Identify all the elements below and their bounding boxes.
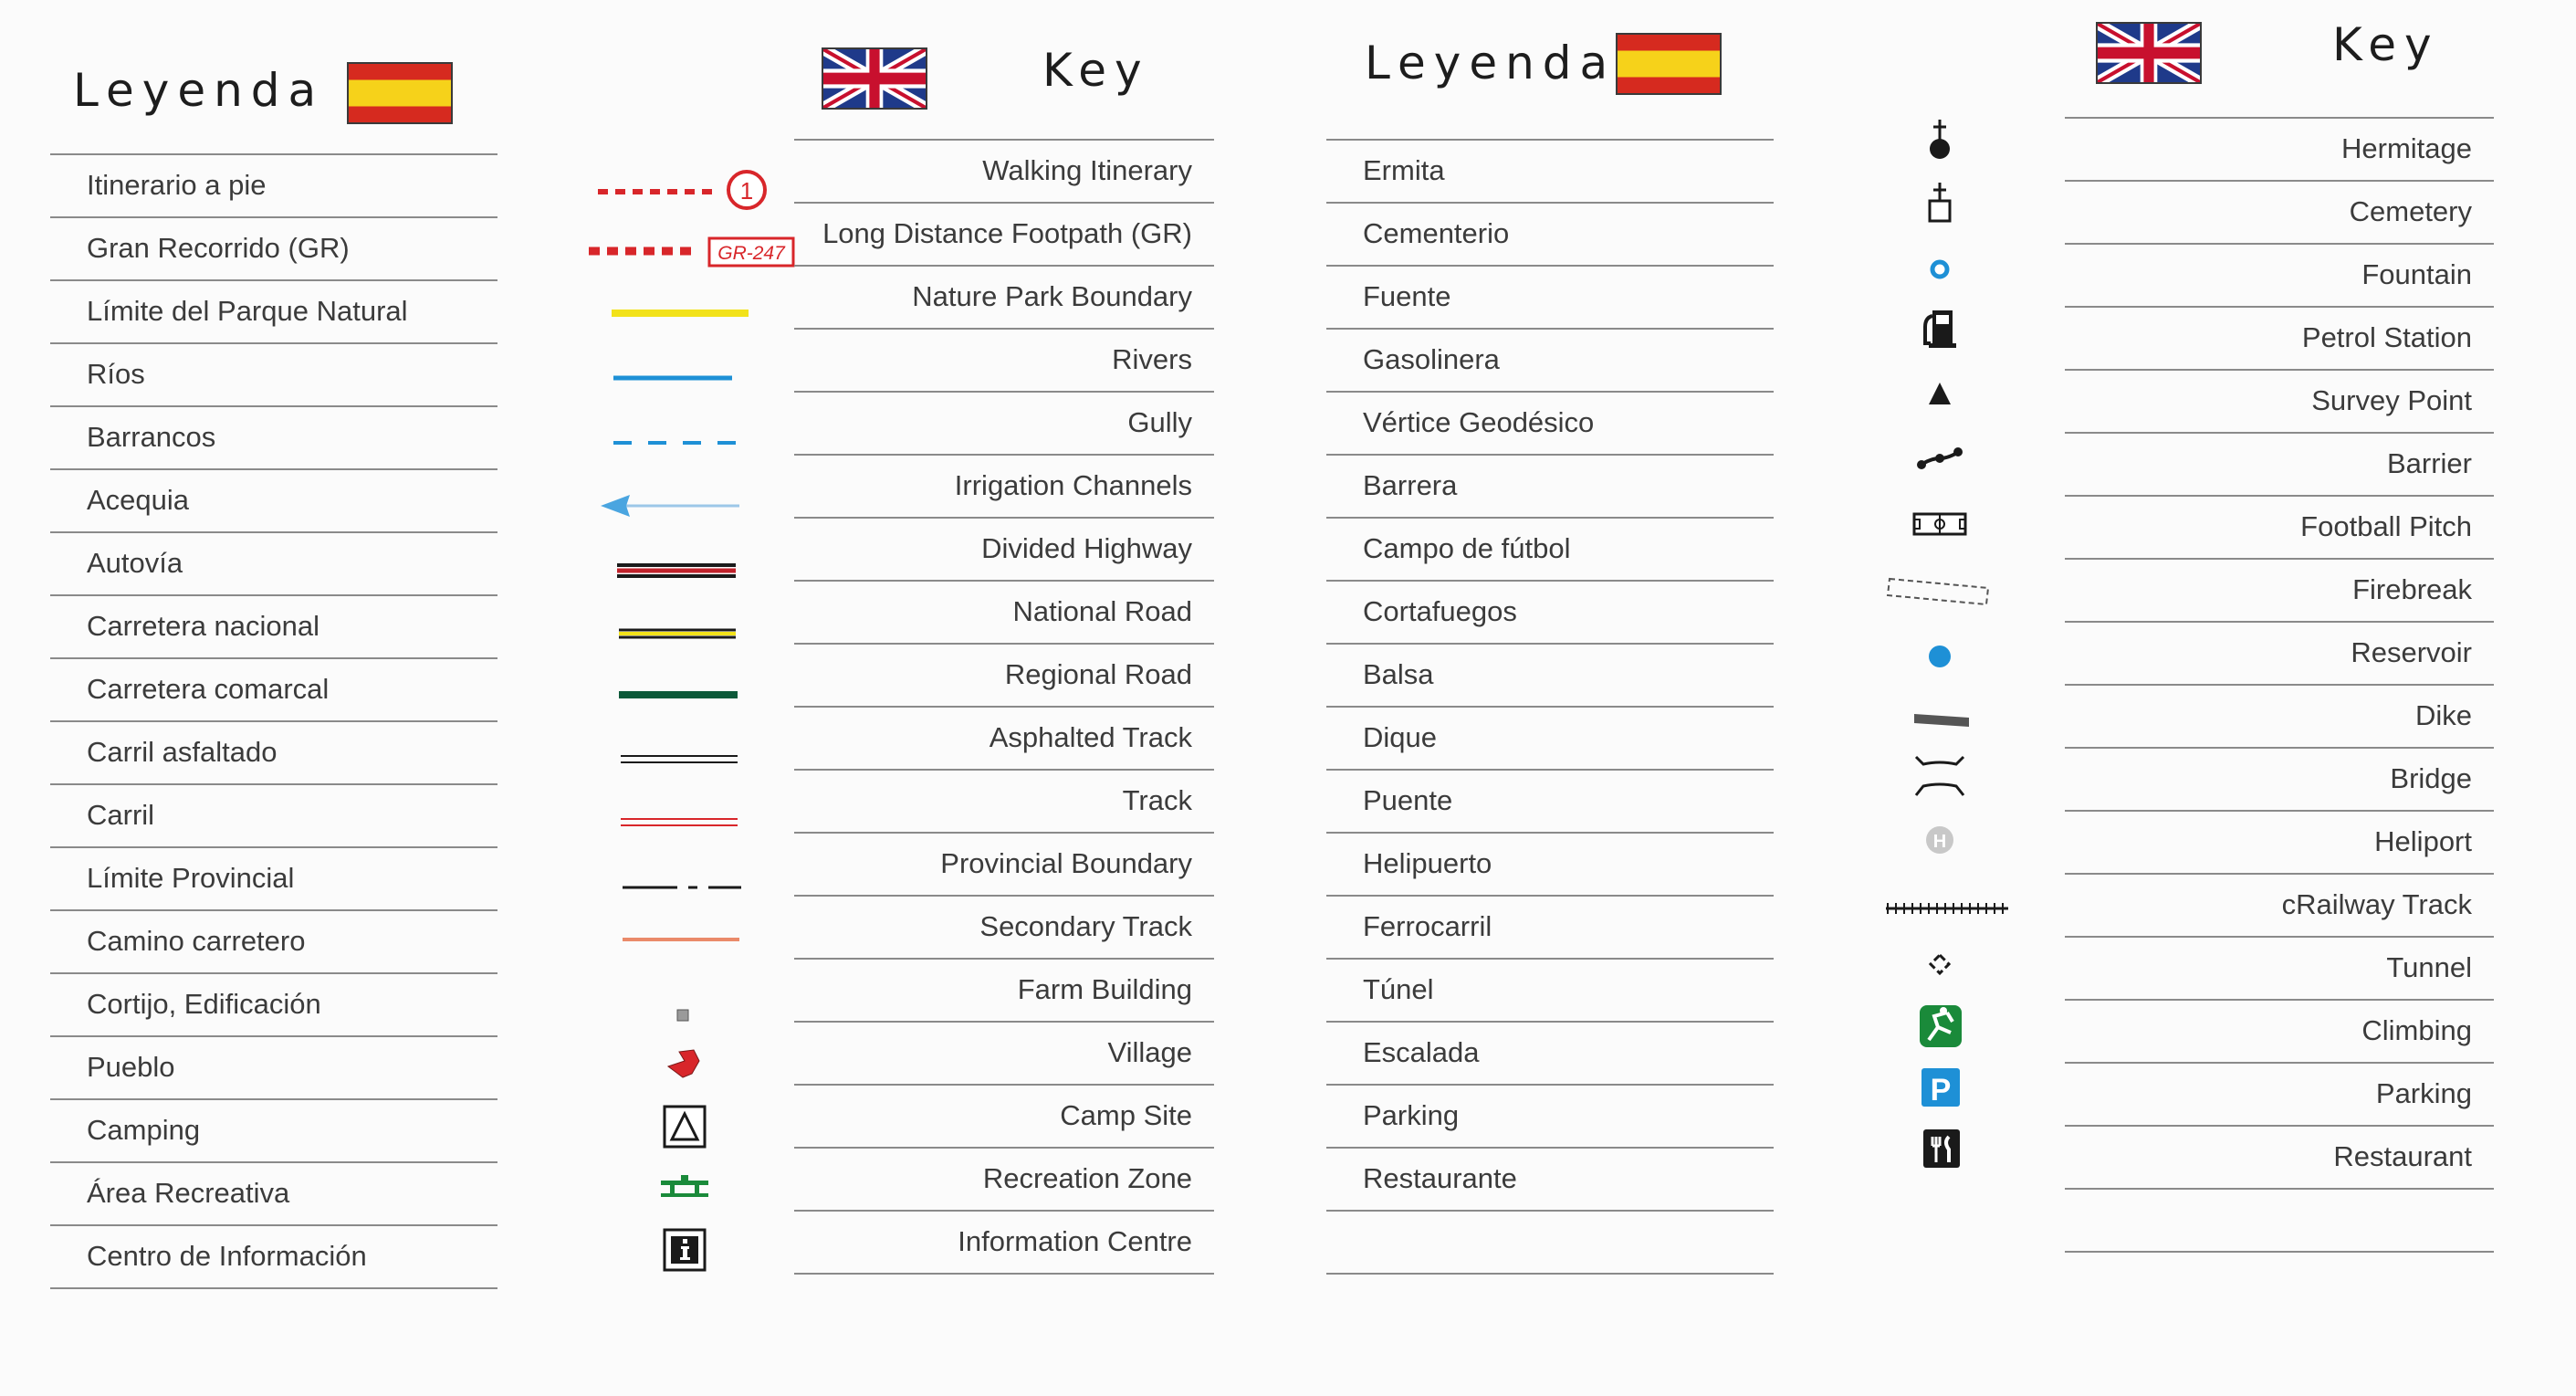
spanish-legend-label: Límite Provincial (87, 861, 295, 894)
english-legend-label: Fountain (2361, 257, 2472, 290)
petrol-station-icon (1862, 299, 2017, 362)
parking-letter: P (1930, 1072, 1952, 1107)
spanish-legend-label: Balsa (1363, 657, 1434, 690)
spanish-legend-row (1326, 958, 1774, 1023)
english-legend-label: Track (1122, 783, 1192, 816)
spanish-legend-row (50, 783, 497, 848)
spanish-legend-row (50, 846, 497, 911)
panel2-spanish-heading: Leyenda (1365, 37, 1617, 89)
spanish-legend-label: Barrera (1363, 468, 1458, 501)
spanish-legend-row (50, 909, 497, 974)
track-icon (566, 780, 803, 843)
spanish-legend-label: Carril asfaltado (87, 735, 277, 768)
spanish-legend-row (50, 216, 497, 281)
english-legend-row (2065, 1062, 2494, 1127)
spanish-legend-label: Túnel (1363, 972, 1434, 1005)
spanish-legend-label: Cementerio (1363, 216, 1510, 249)
spanish-legend-label: Gasolinera (1363, 342, 1500, 375)
spanish-legend-label: Parking (1363, 1098, 1460, 1131)
spanish-legend-label: Dique (1363, 720, 1437, 753)
spanish-legend-row (1326, 139, 1774, 204)
cemetery-icon (1862, 173, 2017, 236)
spanish-legend-label: Acequia (87, 483, 190, 516)
river-icon (566, 339, 803, 402)
english-legend-label: Asphalted Track (989, 720, 1192, 753)
heliport-icon (1862, 803, 2017, 866)
spanish-legend-label: Itinerario a pie (87, 168, 267, 201)
english-legend-row (2065, 1125, 2494, 1190)
spanish-legend-row (50, 657, 497, 722)
english-legend-row (794, 328, 1214, 393)
english-legend-label: Barrier (2386, 446, 2472, 479)
spanish-legend-label: Restaurante (1363, 1161, 1517, 1194)
english-legend-label: Petrol Station (2301, 320, 2472, 353)
spanish-flag-icon (1616, 33, 1722, 95)
spanish-legend-row (50, 1098, 497, 1163)
english-legend-label: Restaurant (2333, 1139, 2472, 1172)
english-legend-label: Divided Highway (981, 531, 1192, 564)
english-legend-label: Tunnel (2386, 950, 2472, 983)
english-legend-label: Village (1107, 1035, 1192, 1068)
spanish-legend-row (50, 1224, 497, 1289)
english-legend-row (2065, 495, 2494, 560)
english-legend-row (2065, 684, 2494, 749)
gr-footpath-icon (566, 213, 803, 276)
english-legend-label: Irrigation Channels (954, 468, 1192, 501)
gully-icon (566, 402, 803, 465)
english-legend-row (794, 1147, 1214, 1212)
english-legend-row (2065, 621, 2494, 686)
english-legend-row (2065, 558, 2494, 623)
spanish-legend-label: Barrancos (87, 420, 216, 453)
english-legend-row (794, 580, 1214, 645)
english-legend-label: Football Pitch (2300, 509, 2472, 542)
english-legend-label: Farm Building (1017, 972, 1192, 1005)
spanish-legend-row (50, 720, 497, 785)
english-legend-label: Secondary Track (979, 909, 1192, 942)
english-legend-row (2065, 369, 2494, 434)
english-legend-label: Dike (2414, 698, 2472, 731)
spanish-legend-row (1326, 580, 1774, 645)
uk-flag-icon (2096, 22, 2202, 84)
english-legend-row (2065, 810, 2494, 875)
spanish-legend-row (1326, 1084, 1774, 1149)
panel1-english-heading: Key (1042, 44, 1150, 97)
panel1-symbol-column (566, 150, 803, 1300)
english-legend-label: Information Centre (958, 1224, 1192, 1257)
english-legend-label: Hermitage (2341, 131, 2472, 164)
information-centre-icon (566, 1216, 803, 1279)
spanish-legend-label: Área Recreativa (87, 1176, 290, 1209)
spanish-flag-icon (347, 62, 453, 124)
english-legend-row (794, 958, 1214, 1023)
spanish-legend-label: Centro de Información (87, 1239, 367, 1272)
english-legend-row (794, 139, 1214, 204)
spanish-legend-row (50, 342, 497, 407)
heliport-letter: H (1932, 831, 1947, 852)
nature-park-boundary-icon (566, 276, 803, 339)
english-legend-row (2065, 999, 2494, 1064)
english-legend-label: Heliport (2374, 824, 2472, 857)
gr-label: GR-247 (717, 242, 785, 264)
panel2-symbol-column (1862, 110, 2017, 1260)
spanish-legend-label: Pueblo (87, 1050, 175, 1083)
english-legend-label: Camp Site (1060, 1098, 1192, 1131)
english-legend-row (794, 706, 1214, 771)
english-legend-row (794, 643, 1214, 708)
english-legend-row (794, 1084, 1214, 1149)
spanish-legend-label: Límite del Parque Natural (87, 294, 408, 327)
railway-track-icon (1862, 866, 2017, 929)
spanish-legend-label: Carril (87, 798, 155, 831)
english-legend-label: Walking Itinerary (982, 153, 1192, 186)
camp-site-icon (566, 1095, 803, 1158)
spanish-legend-label: Camino carretero (87, 924, 306, 957)
english-legend-row (794, 1210, 1214, 1275)
regional-road-icon (566, 654, 803, 717)
english-legend-row (2065, 747, 2494, 812)
spanish-legend-row (50, 531, 497, 596)
spanish-legend-row (50, 405, 497, 470)
spanish-legend-row (1326, 391, 1774, 456)
spanish-legend-label: Carretera comarcal (87, 672, 330, 705)
english-legend-label: Gully (1127, 405, 1192, 438)
english-legend-row (2065, 306, 2494, 371)
english-legend-row (794, 895, 1214, 960)
english-legend-label: Long Distance Footpath (GR) (822, 216, 1192, 249)
english-legend-label: Reservoir (2351, 635, 2472, 668)
restaurant-icon (1862, 1114, 2017, 1177)
spanish-legend-label: Ermita (1363, 153, 1445, 186)
spanish-legend-row (50, 1161, 497, 1226)
english-legend-label: Bridge (2390, 761, 2472, 794)
spanish-legend-label: Fuente (1363, 279, 1451, 312)
divided-highway-icon (566, 528, 803, 591)
spanish-legend-label: Ferrocarril (1363, 909, 1492, 942)
spanish-legend-row (1326, 202, 1774, 267)
english-legend-row (2065, 432, 2494, 497)
spanish-legend-label: Campo de fútbol (1363, 531, 1571, 564)
spanish-legend-label: Camping (87, 1113, 201, 1146)
panel2-english-list (2065, 117, 2494, 1267)
english-legend-label: Rivers (1112, 342, 1192, 375)
spanish-legend-row (1326, 643, 1774, 708)
spanish-legend-label: Autovía (87, 546, 183, 579)
spanish-legend-row (1326, 895, 1774, 960)
spanish-legend-label: Vértice Geodésico (1363, 405, 1595, 438)
secondary-track-icon (566, 906, 803, 969)
english-legend-label: Recreation Zone (982, 1161, 1192, 1194)
spanish-legend-label: Carretera nacional (87, 609, 320, 642)
english-legend-row (794, 1021, 1214, 1086)
english-legend-label: National Road (1012, 594, 1192, 627)
english-legend-row (2065, 243, 2494, 308)
english-legend-row (794, 202, 1214, 267)
english-legend-label: Provincial Boundary (940, 846, 1192, 879)
spanish-legend-row (1326, 1147, 1774, 1212)
reservoir-icon (1862, 614, 2017, 677)
panel2-spanish-list (1326, 139, 1774, 1289)
spanish-legend-label: Ríos (87, 357, 145, 390)
climbing-icon (1862, 992, 2017, 1055)
english-legend-row (2065, 873, 2494, 938)
spanish-legend-label: Cortijo, Edificación (87, 987, 321, 1020)
english-legend-row (794, 517, 1214, 582)
english-legend-label: Cemetery (2349, 194, 2472, 227)
provincial-boundary-icon (566, 843, 803, 906)
english-legend-label: Regional Road (1004, 657, 1192, 690)
english-legend-label: Parking (2375, 1076, 2472, 1109)
spanish-legend-row (1326, 1210, 1774, 1275)
spanish-legend-label: Cortafuegos (1363, 594, 1517, 627)
panel2-english-heading: Key (2332, 18, 2440, 71)
english-legend-row (794, 832, 1214, 897)
english-legend-row (794, 454, 1214, 519)
spanish-legend-row (50, 972, 497, 1037)
spanish-legend-row (1326, 265, 1774, 330)
irrigation-channel-icon (566, 465, 803, 528)
english-legend-row (2065, 936, 2494, 1001)
spanish-legend-row (50, 153, 497, 218)
spanish-legend-row (50, 468, 497, 533)
hermitage-icon (1862, 110, 2017, 173)
recreation-zone-icon (566, 1154, 803, 1217)
spanish-legend-row (1326, 517, 1774, 582)
panel1-spanish-heading: Leyenda (73, 64, 325, 117)
english-legend-row (2065, 180, 2494, 245)
spanish-legend-row (1326, 454, 1774, 519)
tunnel-icon (1862, 929, 2017, 992)
english-legend-label: Climbing (2361, 1013, 2472, 1046)
barrier-icon (1862, 425, 2017, 488)
national-road-icon (566, 591, 803, 654)
spanish-legend-label: Puente (1363, 783, 1453, 816)
spanish-legend-row (1326, 1021, 1774, 1086)
uk-flag-icon (822, 47, 927, 110)
farm-building-icon (566, 969, 803, 1032)
football-pitch-icon (1862, 488, 2017, 551)
english-legend-row (794, 391, 1214, 456)
english-legend-label: cRailway Track (2281, 887, 2472, 920)
spanish-legend-row (1326, 706, 1774, 771)
english-legend-row (794, 769, 1214, 834)
spanish-legend-label: Escalada (1363, 1035, 1480, 1068)
english-legend-label: Firebreak (2352, 572, 2472, 605)
spanish-legend-row (50, 279, 497, 344)
panel1-spanish-list (50, 153, 497, 1304)
spanish-legend-row (50, 594, 497, 659)
spanish-legend-row (1326, 769, 1774, 834)
fountain-icon (1862, 236, 2017, 299)
dike-icon (1862, 677, 2017, 740)
spanish-legend-label: Gran Recorrido (GR) (87, 231, 350, 264)
village-icon (566, 1032, 803, 1095)
walking-itinerary-icon (566, 150, 803, 213)
spanish-legend-row (50, 1035, 497, 1100)
english-legend-row (2065, 1188, 2494, 1253)
spanish-legend-row (1326, 328, 1774, 393)
english-legend-label: Nature Park Boundary (912, 279, 1192, 312)
walking-marker-label: 1 (739, 176, 754, 205)
parking-icon (1862, 1055, 2017, 1118)
spanish-legend-label: Helipuerto (1363, 846, 1492, 879)
english-legend-label: Survey Point (2311, 383, 2472, 416)
bridge-icon (1862, 740, 2017, 803)
panel1-english-list (794, 139, 1214, 1289)
english-legend-row (2065, 117, 2494, 182)
survey-point-icon (1862, 362, 2017, 425)
spanish-legend-row (1326, 832, 1774, 897)
asphalted-track-icon (566, 717, 803, 780)
english-legend-row (794, 265, 1214, 330)
firebreak-icon (1862, 551, 2017, 614)
